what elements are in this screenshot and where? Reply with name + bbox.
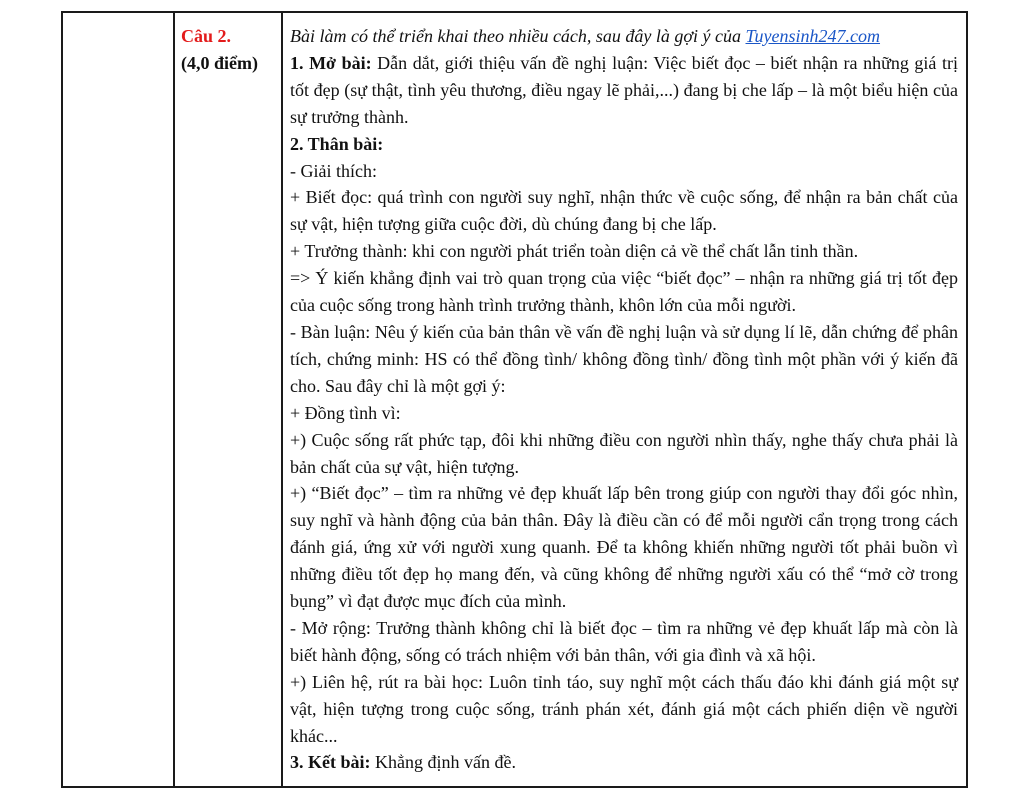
source-link[interactable]: Tuyensinh247.com	[745, 26, 881, 46]
list-item: +) “Biết đọc” – tìm ra những vẻ đẹp khuất lấp bên trong giúp con người thay đổi góc nhìn, suy nghĩ và hành động của bản thân. Đây là điều cần có để mỗi người cẩn trọng trong cách đánh giá, ứng xử với người xung quanh. Để ta không khiến những người tốt phải buồn vì những điều tốt đẹp họ mang đến, và cũng không để những người xấu có thể “mở cờ trong bụng” vì đạt được mục đích của mình.	[290, 483, 958, 612]
answer-cell	[282, 12, 967, 787]
list-item: + Biết đọc: quá trình con người suy nghĩ, nhận thức về cuộc sống, để nhận ra bản chất của sự vật, hiện tượng giữa cuộc đời, dù chúng đang bị che lấp.	[290, 187, 958, 235]
question-points: (4,0 điểm)	[181, 53, 258, 73]
ket-bai-text: Khẳng định vấn đề.	[370, 752, 516, 773]
mo-bai-text: Dẫn dắt, giới thiệu vấn đề nghị luận: Việc biết đọc – biết nhận ra những giá trị tốt đẹp (sự thật, tình yêu thương, điều ngay lẽ phải,...) đang bị che lấp – là một biểu hiện của sự trưởng thành.	[290, 52, 958, 127]
empty-cell	[62, 12, 174, 787]
intro-paragraph	[290, 23, 958, 50]
question-cell	[174, 12, 282, 787]
than-bai-heading	[290, 131, 958, 158]
ket-bai-paragraph	[290, 749, 958, 776]
mo-bai-heading: 1. Mở bài:	[290, 52, 372, 73]
list-item: - Mở rộng: Trưởng thành không chỉ là biết đọc – tìm ra những vẻ đẹp khuất lấp mà còn là biết hành động, sống có trách nhiệm với bản thân, với gia đình và xã hội.	[290, 617, 958, 665]
mo-bai-paragraph	[290, 50, 958, 131]
list-item: - Giải thích:	[290, 160, 377, 181]
list-item: => Ý kiến khẳng định vai trò quan trọng của việc “biết đọc” – nhận ra những giá trị tốt đẹp của cuộc sống trong hành trình trưởng thành, khôn lớn của mỗi người.	[290, 268, 958, 316]
list-item: +) Liên hệ, rút ra bài học: Luôn tỉnh táo, suy nghĩ một cách thấu đáo khi đánh giá một sự vật, hiện tượng trong cuộc sống, tránh phán xét, đánh giá một cách phiến diện về người khác...	[290, 671, 958, 746]
list-item: + Đồng tình vì:	[290, 402, 401, 423]
question-label: Câu 2.	[181, 26, 232, 46]
than-bai-heading-text: 2. Thân bài:	[290, 133, 384, 154]
ket-bai-heading: 3. Kết bài:	[290, 752, 371, 773]
list-item: - Bàn luận: Nêu ý kiến của bản thân về vấn đề nghị luận và sử dụng lí lẽ, dẫn chứng để phân tích, chứng minh: HS có thể đồng tình/ không đồng tình/ đồng tình một phần với ý kiến đã cho. Sau đây chỉ là một gợi ý:	[290, 321, 958, 396]
list-item: + Trưởng thành: khi con người phát triển toàn diện cả về thể chất lẫn tinh thần.	[290, 241, 859, 262]
table-row	[62, 12, 967, 787]
list-item: +) Cuộc sống rất phức tạp, đôi khi những điều con người nhìn thấy, nghe thấy chưa phải là bản chất của sự vật, hiện tượng.	[290, 429, 958, 477]
intro-text: Bài làm có thể triển khai theo nhiều cách, sau đây là gợi ý của	[290, 26, 746, 46]
answer-table	[61, 11, 968, 788]
